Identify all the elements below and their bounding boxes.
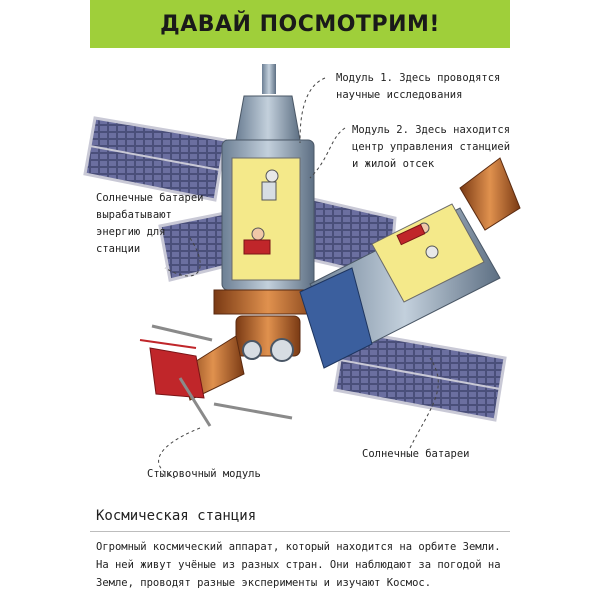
module-1 <box>214 64 322 314</box>
page-title: ДАВАЙ ПОСМОТРИМ! <box>160 11 440 37</box>
docking-hub <box>236 316 300 361</box>
callout-solar-panels-bottom: Солнечные батареи <box>362 448 470 460</box>
callout-module-2: Модуль 2. Здесь находится центр управления станцией и жилой отсек <box>352 124 511 170</box>
callout-docking-module: Стыковочный модуль <box>147 468 261 480</box>
callout-solar-panels-left: Солнечные батареи вырабатывают энергию для станции <box>96 192 204 255</box>
section-title: Космическая станция <box>96 508 257 524</box>
header-banner <box>90 0 510 48</box>
section-divider <box>90 531 510 532</box>
solar-panel-upper-left <box>85 118 225 200</box>
space-station-illustration <box>0 48 600 510</box>
callout-module-1: Модуль 1. Здесь проводятся научные исследования <box>336 72 501 101</box>
section-body-text: Огромный космический аппарат, который находится на орбите Земли. На ней живут учёные из разных стран. Они наблюдают за погодой на Земле, проводят разные эксперименты и изучают Космос. <box>96 541 501 589</box>
